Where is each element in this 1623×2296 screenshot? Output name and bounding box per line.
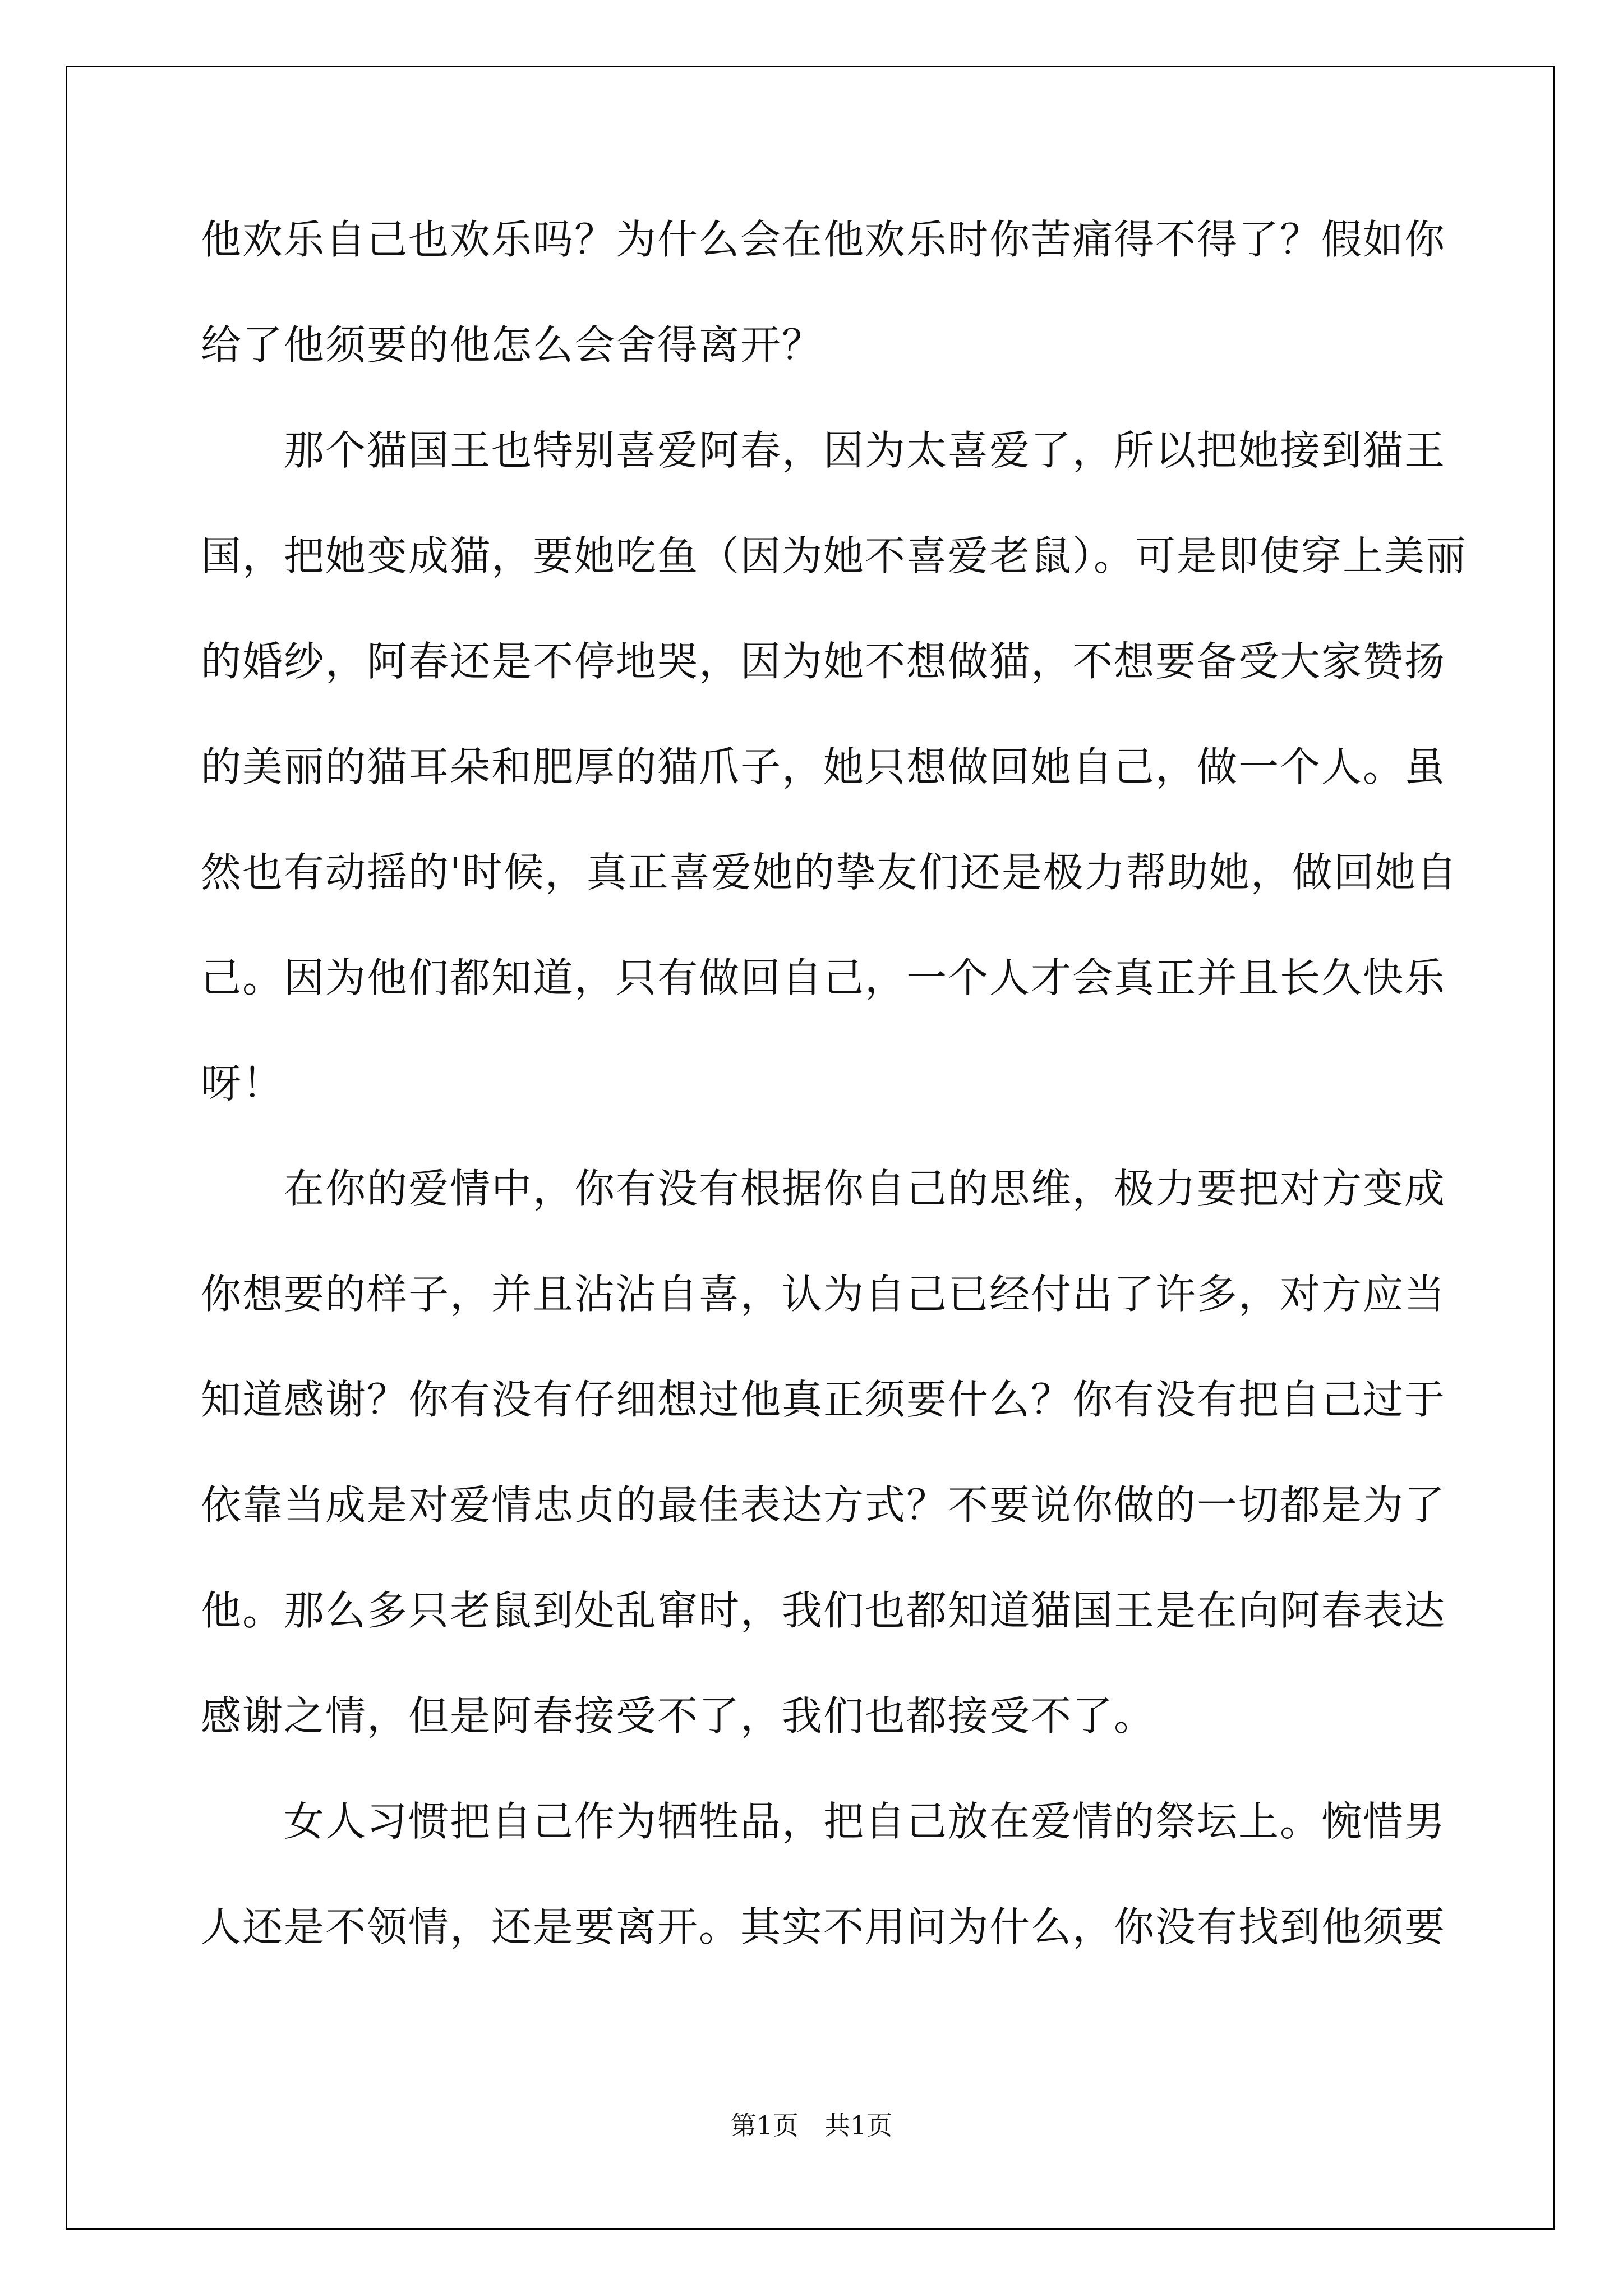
text-line: 的美丽的猫耳朵和肥厚的猫爪子，她只想做回她自己，做一个人。虽 [201,743,1446,790]
text-line: 国，把她变成猫，要她吃鱼（因为她不喜爱老鼠）。可是即使穿上美丽 [201,532,1468,579]
text-line: 他欢乐自己也欢乐吗？为什么会在他欢乐时你苦痛得不得了？假如你 [201,216,1446,263]
text-line: 他。那么多只老鼠到处乱窜时，我们也都知道猫国王是在向阿春表达 [201,1587,1446,1634]
text-line: 人还是不领情，还是要离开。其实不用问为什么，你没有找到他须要 [201,1903,1446,1950]
text-line: 己。因为他们都知道，只有做回自己，一个人才会真正并且长久快乐 [201,954,1446,1001]
text-line: 的婚纱，阿春还是不停地哭，因为她不想做猫，不想要备受大家赞扬 [201,638,1446,685]
text-line: 在你的爱情中，你有没有根据你自己的思维，极力要把对方变成 [201,1165,1446,1212]
page-number-footer: 第1页 共1页 [730,2110,893,2141]
text-line: 感谢之情，但是阿春接受不了，我们也都接受不了。 [201,1692,1156,1740]
text-line: 然也有动摇的'时候，真正喜爱她的挚友们还是极力帮助她，做回她自 [201,849,1458,896]
text-line: 给了他须要的他怎么会舍得离开？ [201,321,824,369]
text-line: 呀！ [201,1060,284,1107]
text-line: 你想要的样子，并且沾沾自喜，认为自己已经付出了许多，对方应当 [201,1271,1446,1318]
text-line: 那个猫国王也特别喜爱阿春，因为太喜爱了，所以把她接到猫王 [201,427,1446,474]
text-line: 知道感谢？你有没有仔细想过他真正须要什么？你有没有把自己过于 [201,1376,1446,1423]
text-line: 女人习惯把自己作为牺牲品，把自己放在爱情的祭坛上。惋惜男 [201,1798,1446,1845]
text-line: 依靠当成是对爱情忠贞的最佳表达方式？不要说你做的一切都是为了 [201,1481,1446,1529]
document-body [201,211,1468,2004]
